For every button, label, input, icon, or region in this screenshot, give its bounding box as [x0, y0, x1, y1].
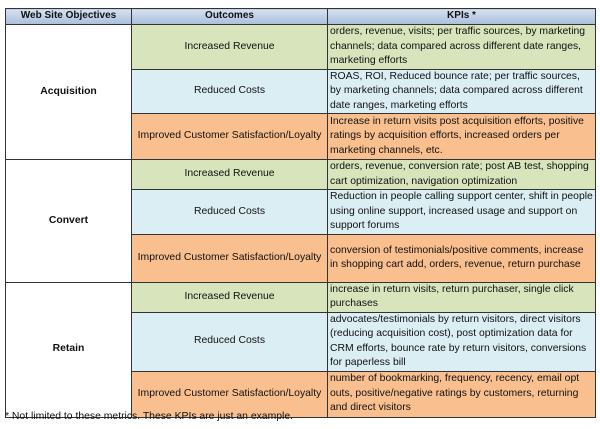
kpi-cell: increase in return visits, return purchaser, single click purchases [328, 282, 596, 312]
outcome-cell: Increased Revenue [132, 160, 328, 190]
table-row [6, 160, 596, 190]
header-kpis: KPIs * [328, 9, 596, 25]
outcome-cell: Increased Revenue [132, 282, 328, 312]
footnote: * Not limited to these metrics. These KPIs are just an example. [5, 411, 293, 422]
outcome-cell: Improved Customer Satisfaction/Loyalty [132, 234, 328, 282]
outcome-cell: Improved Customer Satisfaction/Loyalty [132, 114, 328, 160]
outcome-cell: Reduced Costs [132, 69, 328, 114]
kpi-cell: conversion of testimonials/positive comments, increase in shopping cart add, orders, revenue, return purchase [328, 234, 596, 282]
outcome-cell: Reduced Costs [132, 312, 328, 371]
table-header-row [6, 9, 596, 25]
table-row [6, 282, 596, 312]
kpi-cell: Increase in return visits post acquisition efforts, positive ratings by acquisition efforts, increased orders per marketing channels, etc. [328, 114, 596, 160]
kpi-cell: Reduction in people calling support center, shift in people using online support, increased usage and support on support forums [328, 190, 596, 235]
objective-retain: Retain [6, 282, 132, 417]
outcome-cell: Improved Customer Satisfaction/Loyalty [132, 371, 328, 417]
kpi-cell: orders, revenue, conversion rate; post AB test, shopping cart optimization, navigation optimization [328, 160, 596, 190]
kpi-cell: advocates/testimonials by return visitors, direct visitors (reducing acquisition cost), post optimization data for CRM efforts, bounce rate by return visitors, conversions for paperless bill [328, 312, 596, 371]
outcome-cell: Increased Revenue [132, 25, 328, 70]
kpi-cell: orders, revenue, visits; per traffic sources, by marketing channels; data compared across different date ranges, marketing efforts [328, 25, 596, 70]
outcome-cell: Reduced Costs [132, 190, 328, 235]
objective-acquisition: Acquisition [6, 25, 132, 160]
kpi-objectives-table [5, 8, 596, 418]
table-row [6, 25, 596, 70]
objective-convert: Convert [6, 160, 132, 283]
header-objectives: Web Site Objectives [6, 9, 132, 25]
header-outcomes: Outcomes [132, 9, 328, 25]
kpi-cell: ROAS, ROI, Reduced bounce rate; per traffic sources, by marketing channels; data compared across different date ranges, marketing efforts [328, 69, 596, 114]
kpi-cell: number of bookmarking, frequency, recency, email opt outs, positive/negative ratings by customers, returning and direct visitors [328, 371, 596, 417]
